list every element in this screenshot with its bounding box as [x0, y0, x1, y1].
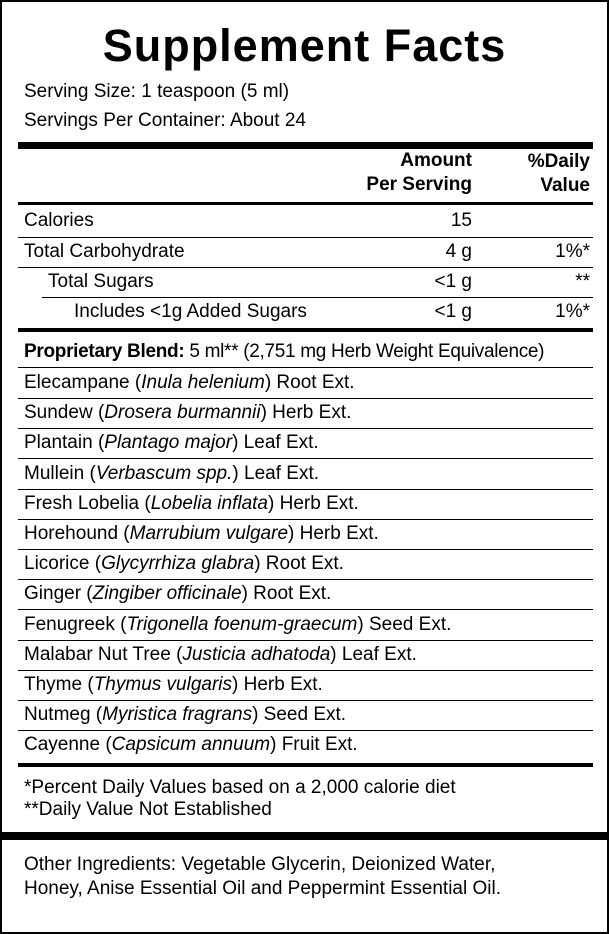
ingredient-part: ) Root Ext.	[254, 553, 344, 575]
ingredient-row	[24, 553, 344, 575]
nutrient-name: Calories	[24, 210, 94, 231]
ingredient-row	[24, 644, 417, 666]
footnote-not-established: **Daily Value Not Established	[24, 799, 272, 820]
ingredient-common-name: Elecampane (	[24, 372, 142, 393]
ingredient-part: ) Seed Ext.	[357, 613, 452, 635]
medium-divider	[18, 763, 593, 767]
row-divider	[18, 267, 593, 268]
ingredient-row	[24, 493, 359, 515]
nutrient-amount: <1 g	[434, 271, 472, 292]
row-divider	[18, 398, 593, 399]
ingredient-common-name: Fresh Lobelia (	[24, 492, 151, 514]
ingredient-part: ) Herb Ext.	[260, 402, 352, 424]
nutrient-daily-value: 1%*	[555, 241, 590, 262]
ingredient-latin-name: Lobelia inflata	[150, 492, 268, 514]
row-divider	[18, 489, 593, 490]
row-divider	[18, 730, 593, 731]
footnote-daily-values: *Percent Daily Values based on a 2,000 calorie diet	[24, 777, 456, 798]
ingredient-part: ) Seed Ext.	[252, 704, 347, 726]
ingredient-latin-name: Capsicum annuum	[111, 734, 271, 756]
nutrient-amount: 15	[450, 210, 472, 231]
ingredient-latin-name: Zingiber officinale	[92, 583, 242, 605]
nutrient-name: Total Carbohydrate	[24, 241, 185, 262]
nutrient-name: Includes <1g Added Sugars	[74, 301, 307, 322]
row-divider	[18, 519, 593, 520]
thick-divider-bottom	[2, 832, 607, 840]
servings-per-container: Servings Per Container: About 24	[24, 110, 307, 131]
thick-divider-top	[18, 142, 593, 149]
ingredient-row	[24, 523, 379, 545]
ingredient-latin-name: Marrubium vulgare	[129, 523, 289, 544]
ingredient-latin-name: Verbascum spp.	[95, 462, 233, 484]
ingredient-common-name: Mullein (	[24, 462, 96, 484]
row-divider	[18, 549, 593, 550]
ingredient-part: ) Herb Ext.	[288, 523, 379, 544]
ingredient-row	[24, 674, 323, 696]
ingredient-row	[24, 372, 355, 394]
row-divider	[18, 670, 593, 671]
ingredient-common-name: Ginger (	[24, 583, 93, 605]
ingredient-common-name: Nutmeg (	[24, 704, 103, 726]
ingredient-part: ) Leaf Ext.	[232, 462, 320, 484]
row-divider	[42, 297, 593, 298]
other-ingredients: Other Ingredients: Vegetable Glycerin, Deionized Water, Honey, Anise Essential Oil and Peppermint Essential Oil.	[24, 854, 501, 899]
ingredient-common-name: Malabar Nut Tree (	[24, 643, 183, 665]
proprietary-blend	[24, 341, 544, 363]
ingredient-part: ) Root Ext.	[241, 583, 332, 605]
row-divider	[18, 609, 593, 610]
blend-label: Proprietary Blend:	[24, 341, 185, 362]
ingredient-common-name: Fenugreek (	[24, 613, 127, 635]
ingredient-latin-name: Thymus vulgaris	[93, 674, 233, 695]
ingredient-part: ) Leaf Ext.	[330, 643, 417, 665]
nutrient-name: Total Sugars	[48, 271, 154, 292]
header-divider	[18, 202, 593, 205]
row-divider	[18, 640, 593, 641]
row-divider	[18, 700, 593, 701]
ingredient-row	[24, 463, 319, 485]
ingredient-latin-name: Glycyrrhiza glabra	[101, 553, 255, 575]
ingredient-latin-name: Trigonella foenum-graecum	[126, 613, 358, 635]
ingredient-row	[24, 402, 351, 424]
ingredient-common-name: Licorice (	[24, 553, 102, 575]
ingredient-row	[24, 432, 319, 454]
ingredient-part: ) Leaf Ext.	[232, 432, 319, 454]
ingredient-row	[24, 614, 451, 636]
nutrient-daily-value: **	[575, 271, 590, 292]
row-divider	[18, 237, 593, 238]
ingredient-part: ) Herb Ext.	[268, 492, 359, 514]
amount-header: Amount Per Serving	[366, 150, 472, 195]
ingredient-part: ) Herb Ext.	[232, 674, 323, 695]
row-divider	[18, 367, 593, 368]
ingredient-latin-name: Myristica fragrans	[102, 704, 253, 726]
blend-detail: 5 ml** (2,751 mg Herb Weight Equivalence)	[189, 341, 545, 362]
ingredient-latin-name: Plantago major	[104, 432, 233, 454]
ingredient-part: ) Root Ext.	[264, 372, 355, 393]
ingredient-common-name: Cayenne (	[24, 734, 112, 756]
row-divider	[18, 428, 593, 429]
nutrient-amount: 4 g	[445, 241, 472, 262]
ingredient-latin-name: Inula helenium	[141, 372, 265, 393]
label-title: Supplement Facts	[102, 20, 507, 71]
nutrient-daily-value: 1%*	[555, 301, 590, 322]
row-divider	[18, 579, 593, 580]
daily-value-header: %Daily Value	[527, 151, 590, 196]
serving-size: Serving Size: 1 teaspoon (5 ml)	[24, 81, 290, 102]
ingredient-common-name: Plantain (	[24, 432, 105, 454]
ingredient-common-name: Sundew (	[24, 402, 105, 424]
ingredient-row	[24, 704, 346, 726]
ingredient-part: ) Fruit Ext.	[270, 734, 358, 756]
ingredient-latin-name: Justicia adhatoda	[182, 643, 331, 665]
ingredient-row	[24, 583, 331, 605]
ingredient-row	[24, 734, 358, 756]
medium-divider	[18, 328, 593, 332]
ingredient-latin-name: Drosera burmannii	[104, 402, 261, 424]
ingredient-common-name: Horehound (	[24, 523, 130, 544]
row-divider	[18, 458, 593, 459]
ingredient-common-name: Thyme (	[24, 674, 94, 695]
nutrient-amount: <1 g	[434, 301, 472, 322]
